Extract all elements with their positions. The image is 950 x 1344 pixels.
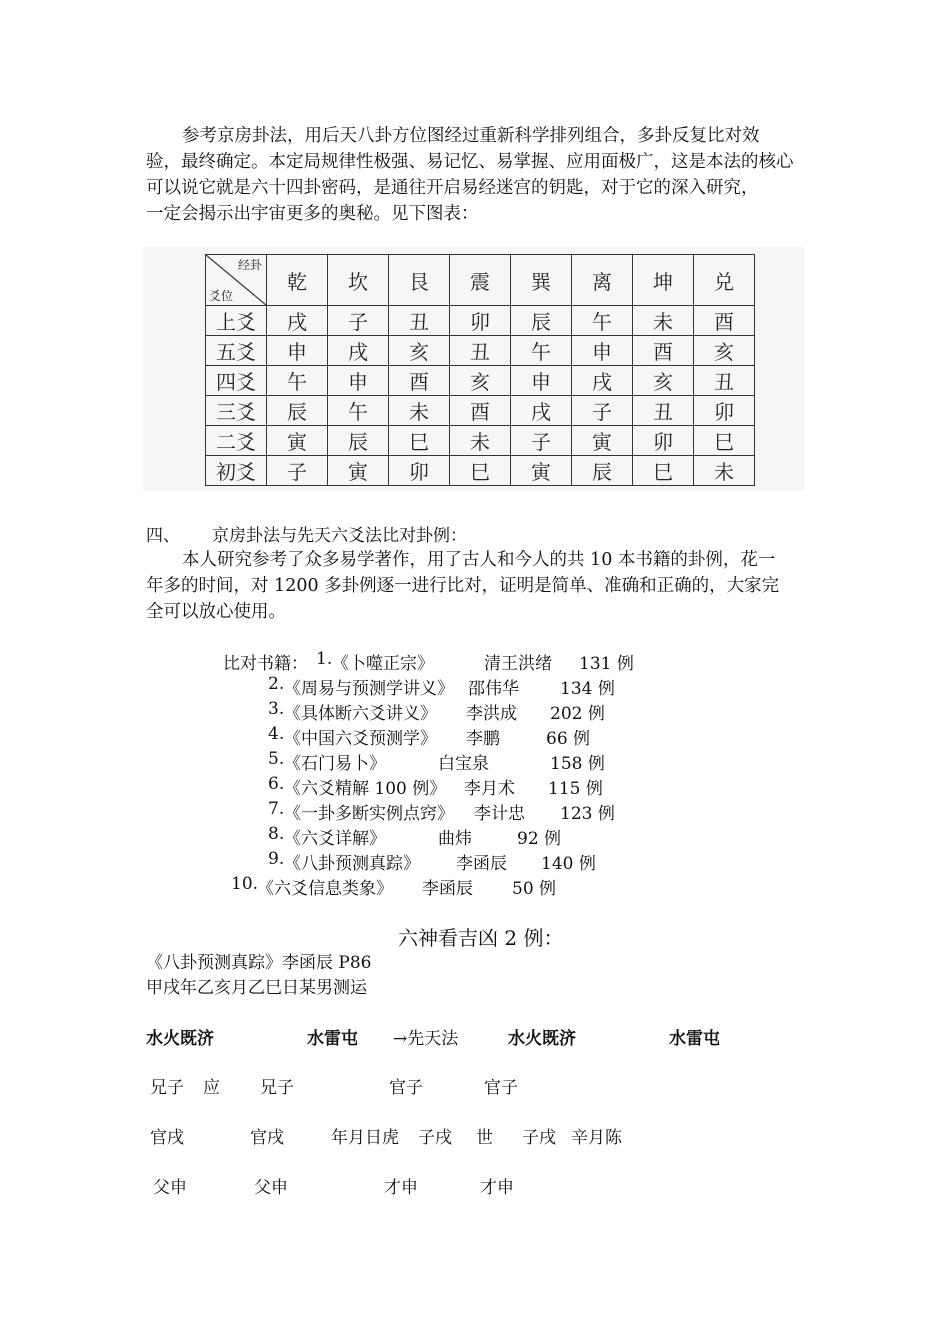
- table-cell: 寅: [572, 426, 633, 456]
- intro-paragraph: [146, 123, 808, 227]
- table-cell: 丑: [694, 366, 755, 396]
- table-cell: 未: [450, 426, 511, 456]
- table-cell: 丑: [389, 306, 450, 336]
- table-cell: 巳: [633, 456, 694, 486]
- gua-name-right-a: 水火既济: [508, 1029, 576, 1049]
- table-cell: 子: [511, 426, 572, 456]
- table-cell: 酉: [389, 366, 450, 396]
- table-cell: 巳: [694, 426, 755, 456]
- column-header: 乾: [267, 255, 328, 306]
- line-item: 才申: [480, 1178, 514, 1198]
- table-cell: 亥: [389, 336, 450, 366]
- table-cell: 午: [572, 306, 633, 336]
- table-cell: 戌: [511, 396, 572, 426]
- table-cell: 辰: [267, 396, 328, 426]
- book-num: 8.: [268, 824, 285, 844]
- table-cell: 酉: [694, 306, 755, 336]
- line-item: 年月日虎: [331, 1128, 399, 1148]
- table-cell: 子: [328, 306, 389, 336]
- books-prefix: 比对书籍：: [223, 654, 308, 674]
- table-cell: 戌: [572, 366, 633, 396]
- line-item: 兄子: [150, 1078, 184, 1098]
- column-header: 震: [450, 255, 511, 306]
- column-header: 艮: [389, 255, 450, 306]
- table-cell: 亥: [450, 366, 511, 396]
- line-item: 官子: [484, 1078, 518, 1098]
- book-title: 《卜噬正宗》: [332, 654, 434, 674]
- book-title: 《中国六爻预测学》: [284, 729, 437, 749]
- column-header: 坎: [328, 255, 389, 306]
- book-author: 白宝泉: [438, 754, 489, 774]
- book-num: 1.: [316, 649, 333, 669]
- book-title: 《六爻信息类象》: [257, 879, 393, 899]
- body-line: 年多的时间，对 1200 多卦例逐一进行比对，证明是简单、准确和正确的，大家完: [146, 576, 780, 596]
- column-header: 离: [572, 255, 633, 306]
- line-item: 子戌: [522, 1128, 556, 1148]
- table-cell: 申: [572, 336, 633, 366]
- book-author: 李函辰: [422, 879, 473, 899]
- corner-top-label: 经卦: [237, 258, 262, 272]
- book-num: 4.: [268, 724, 285, 744]
- book-count: 50 例: [512, 879, 557, 899]
- table-cell: 卯: [694, 396, 755, 426]
- book-num: 3.: [268, 699, 285, 719]
- book-count: 131 例: [579, 654, 634, 674]
- line-item: 应: [203, 1078, 220, 1098]
- book-author: 邵伟华: [468, 679, 519, 699]
- book-num: 10.: [231, 874, 259, 894]
- line-item: 官戌: [250, 1128, 284, 1148]
- table-cell: 丑: [450, 336, 511, 366]
- table-cell: 戌: [267, 306, 328, 336]
- book-title: 《六爻详解》: [284, 829, 386, 849]
- gua-name-left-b: 水雷屯: [307, 1029, 358, 1049]
- example-source: 《八卦预测真踪》李函辰 P86: [146, 953, 372, 973]
- table-cell: 戌: [328, 336, 389, 366]
- table-cell: 未: [694, 456, 755, 486]
- line-item: 父申: [254, 1178, 288, 1198]
- table-row: [206, 366, 755, 396]
- example-heading: 六神看吉凶 2 例：: [398, 926, 564, 950]
- table-cell: 申: [511, 366, 572, 396]
- table-cell: 寅: [328, 456, 389, 486]
- book-author: 李洪成: [466, 704, 517, 724]
- table-cell: 申: [328, 366, 389, 396]
- gua-name-right-b: 水雷屯: [669, 1029, 720, 1049]
- table-cell: 未: [389, 396, 450, 426]
- intro-line: 一定会揭示出宇宙更多的奥秘。见下图表：: [146, 204, 479, 224]
- row-header: 初爻: [206, 456, 267, 486]
- table-row: [206, 426, 755, 456]
- book-num: 6.: [268, 774, 285, 794]
- body-line: 全可以放心使用。: [146, 602, 286, 622]
- book-author: 李月术: [464, 779, 515, 799]
- book-count: 115 例: [548, 779, 603, 799]
- book-count: 158 例: [550, 754, 605, 774]
- table-cell: 巳: [389, 426, 450, 456]
- intro-line: 参考京房卦法，用后天八卦方位图经过重新科学排列组合，多卦反复比对效: [182, 126, 760, 146]
- row-header: 上爻: [206, 306, 267, 336]
- intro-line: 可以说它就是六十四卦密码，是通往开启易经迷宫的钥匙，对于它的深入研究，: [146, 178, 759, 198]
- table-row: [206, 396, 755, 426]
- table-cell: 酉: [633, 336, 694, 366]
- book-author: 清王洪绪: [484, 654, 552, 674]
- row-header: 四爻: [206, 366, 267, 396]
- line-item: 官子: [389, 1078, 423, 1098]
- line-item: 世: [476, 1128, 493, 1148]
- table-cell: 寅: [511, 456, 572, 486]
- row-header: 三爻: [206, 396, 267, 426]
- table-cell: 巳: [450, 456, 511, 486]
- table-cell: 申: [267, 336, 328, 366]
- table-row: [206, 306, 755, 336]
- section-number: 四、: [146, 526, 180, 546]
- row-header: 二爻: [206, 426, 267, 456]
- table-row: [206, 336, 755, 366]
- table-row: [206, 456, 755, 486]
- najia-table-image: [143, 247, 805, 491]
- example-subject: 甲戌年乙亥月乙巳日某男测运: [146, 978, 367, 998]
- book-title: 《八卦预测真踪》: [284, 854, 420, 874]
- column-header: 巽: [511, 255, 572, 306]
- line-item: 才申: [384, 1178, 418, 1198]
- book-title: 《一卦多断实例点窍》: [284, 804, 454, 824]
- najia-table: [205, 254, 755, 486]
- book-title: 《具体断六爻讲义》: [284, 704, 437, 724]
- table-cell: 丑: [633, 396, 694, 426]
- table-cell: 子: [267, 456, 328, 486]
- table-cell: 子: [572, 396, 633, 426]
- book-count: 140 例: [541, 854, 596, 874]
- body-line: 本人研究参考了众多易学著作，用了古人和今人的共 10 本书籍的卦例，花一: [182, 550, 776, 570]
- row-header: 五爻: [206, 336, 267, 366]
- table-cell: 酉: [450, 396, 511, 426]
- book-title: 《石门易卜》: [284, 754, 386, 774]
- table-cell: 辰: [328, 426, 389, 456]
- line-item: 辛月陈: [571, 1128, 622, 1148]
- book-author: 李鹏: [466, 729, 500, 749]
- table-cell: 辰: [572, 456, 633, 486]
- book-author: 李函辰: [456, 854, 507, 874]
- book-title: 《周易与预测学讲义》: [284, 679, 454, 699]
- book-num: 9.: [268, 849, 285, 869]
- book-count: 92 例: [517, 829, 562, 849]
- table-cell: 卯: [633, 426, 694, 456]
- book-count: 202 例: [550, 704, 605, 724]
- corner-cell: [206, 255, 267, 306]
- book-num: 5.: [268, 749, 285, 769]
- arrow-method-label: →先天法: [393, 1029, 459, 1049]
- section-body: [146, 547, 808, 625]
- gua-name-left-a: 水火既济: [146, 1029, 214, 1049]
- book-author: 曲炜: [438, 829, 472, 849]
- book-num: 7.: [268, 799, 285, 819]
- line-item: 官戌: [150, 1128, 184, 1148]
- book-author: 李计忠: [474, 804, 525, 824]
- line-item: 兄子: [260, 1078, 294, 1098]
- book-count: 123 例: [560, 804, 615, 824]
- table-cell: 未: [633, 306, 694, 336]
- table-cell: 午: [511, 336, 572, 366]
- table-cell: 午: [267, 366, 328, 396]
- table-cell: 辰: [511, 306, 572, 336]
- intro-line: 验，最终确定。本定局规律性极强、易记忆、易掌握、应用面极广，这是本法的核心: [146, 152, 794, 172]
- table-cell: 午: [328, 396, 389, 426]
- section-title: 京房卦法与先天六爻法比对卦例：: [212, 526, 467, 546]
- table-cell: 卯: [450, 306, 511, 336]
- book-title: 《六爻精解 100 例》: [284, 779, 447, 799]
- line-item: 父申: [153, 1178, 187, 1198]
- book-count: 134 例: [560, 679, 615, 699]
- table-cell: 亥: [694, 336, 755, 366]
- table-cell: 寅: [267, 426, 328, 456]
- book-count: 66 例: [546, 729, 591, 749]
- corner-bottom-label: 爻位: [209, 289, 234, 303]
- book-num: 2.: [268, 674, 285, 694]
- line-item: 子戌: [418, 1128, 452, 1148]
- table-cell: 亥: [633, 366, 694, 396]
- column-header: 兑: [694, 255, 755, 306]
- column-header: 坤: [633, 255, 694, 306]
- table-cell: 卯: [389, 456, 450, 486]
